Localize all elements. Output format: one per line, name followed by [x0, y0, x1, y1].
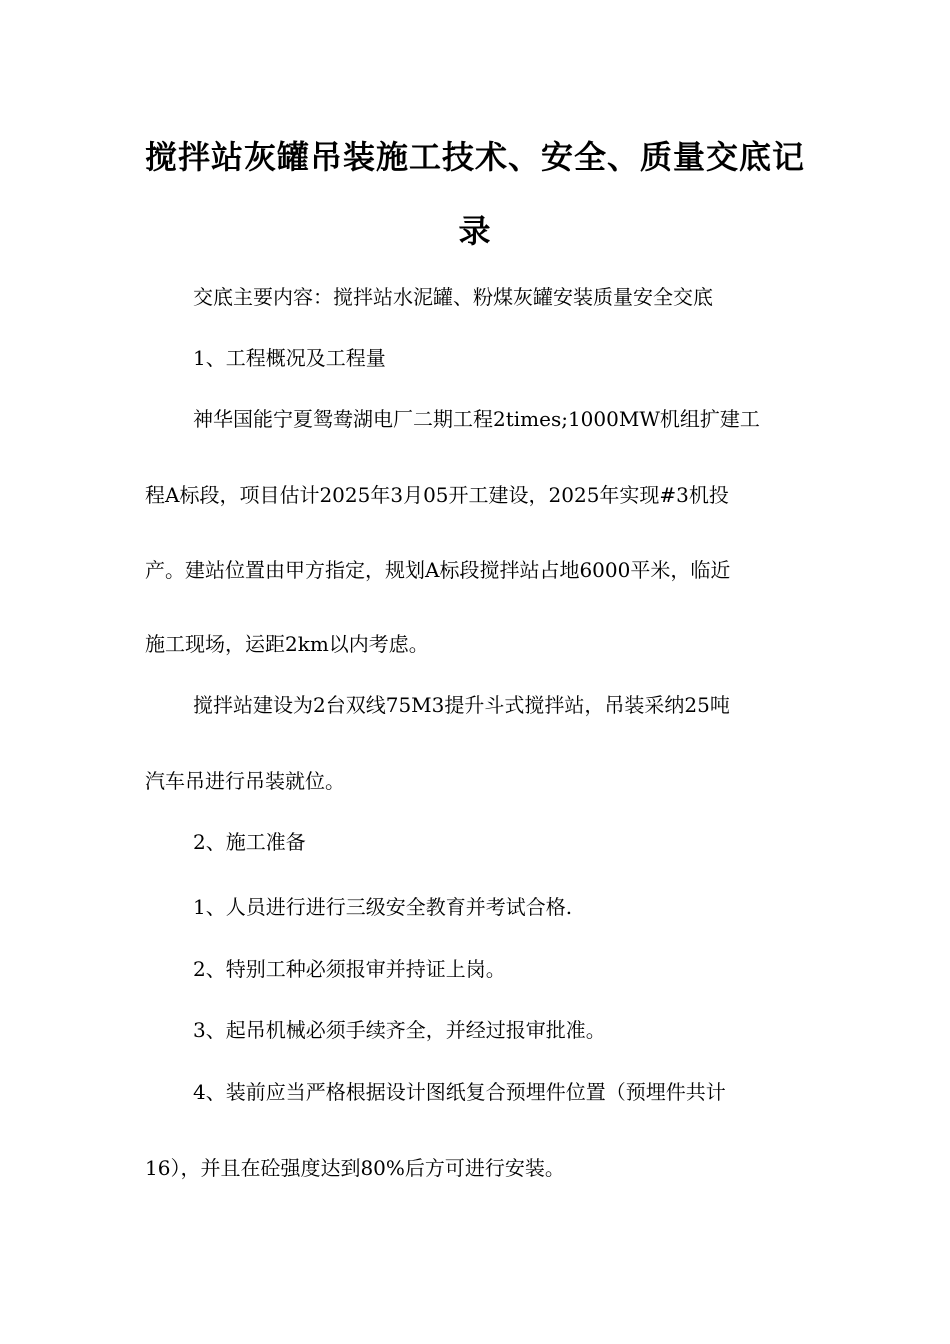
- document-title-line-1: 搅拌站灰罐吊装施工技术、安全、质量交底记: [145, 138, 806, 176]
- document-title-line-2: 录: [458, 212, 492, 250]
- paragraph-overview-line-3: 产。建站位置由甲方指定，规划A标段搅拌站占地6000平米，临近: [145, 558, 731, 582]
- list-item-4-line-2: 16），并且在砼强度达到80%后方可进行安装。: [145, 1156, 565, 1180]
- paragraph-overview-line-4: 施工现场，运距2km以内考虑。: [145, 632, 429, 656]
- paragraph-overview-line-2: 程A标段，项目估计2025年3月05开工建设，2025年实现#3机投: [145, 483, 729, 507]
- section-heading-1: 1、工程概况及工程量: [193, 346, 386, 370]
- list-item-2: 2、特别工种必须报审并持证上岗。: [193, 957, 506, 981]
- list-item-4-line-1: 4、装前应当严格根据设计图纸复合预埋件位置（预埋件共计: [193, 1080, 726, 1104]
- list-item-1: 1、人员进行进行三级安全教育并考试合格.: [193, 895, 573, 919]
- paragraph-overview-line-1: 神华国能宁夏鸳鸯湖电厂二期工程2times;1000MW机组扩建工: [193, 407, 760, 431]
- paragraph-plant-line-1: 搅拌站建设为2台双线75M3提升斗式搅拌站，吊装采纳25吨: [193, 693, 730, 717]
- list-item-3: 3、起吊机械必须手续齐全，并经过报审批准。: [193, 1018, 606, 1042]
- paragraph-plant-line-2: 汽车吊进行吊装就位。: [145, 769, 345, 793]
- section-heading-2: 2、施工准备: [193, 830, 306, 854]
- paragraph-summary: 交底主要内容：搅拌站水泥罐、粉煤灰罐安装质量安全交底: [193, 285, 713, 309]
